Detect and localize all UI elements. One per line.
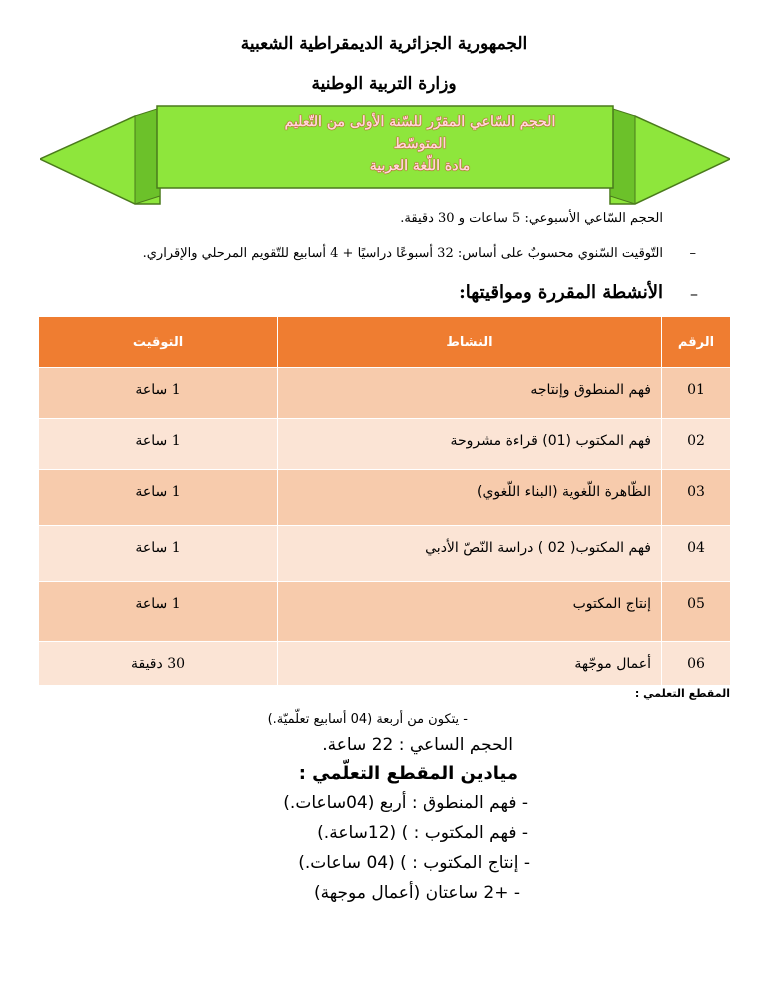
republic-title: الجمهورية الجزائرية الديمقراطية الشعبية: [240, 34, 528, 54]
activities-table: [38, 316, 731, 686]
row-activity: الظّاهرة اللّغوية (البناء اللّغوي): [477, 484, 651, 500]
annual-dash: –: [689, 246, 696, 261]
table-row: [39, 470, 731, 526]
row-number: 04: [687, 540, 705, 556]
banner-line-2: المتوسّط: [393, 136, 447, 152]
segment-weeks: - يتكون من أربعة (04 أسابيع تعلّميّة.): [267, 712, 468, 727]
row-activity: أعمال موجّهة: [574, 656, 651, 672]
col-header-number: الرقم: [662, 317, 731, 368]
row-number: 03: [687, 484, 705, 500]
row-activity: إنتاج المكتوب: [572, 596, 651, 612]
row-number: 02: [687, 433, 705, 449]
banner-line-3: مادة اللّغة العربية: [369, 158, 471, 174]
row-activity: فهم المكتوب( 02 ) دراسة النّصّ الأدبي: [425, 540, 651, 556]
row-time: 1 ساعة: [135, 596, 181, 612]
ministry-title: وزارة التربية الوطنية: [311, 74, 457, 94]
row-activity: فهم المنطوق وإنتاجه: [530, 382, 651, 398]
segment-item: - إنتاج المكتوب : ) (04 ساعات.): [298, 853, 530, 873]
table-row: [39, 526, 731, 582]
activities-dash: –: [690, 284, 698, 303]
banner-line-1: الحجم السّاعي المقرّر للسّنة الأولى من التّعليم: [284, 114, 556, 130]
col-header-activity: النشاط: [278, 317, 662, 368]
table-row: [39, 642, 731, 686]
table-row: [39, 368, 731, 419]
row-number: 01: [687, 382, 705, 398]
row-time: 1 ساعة: [135, 433, 181, 449]
segment-item: - فهم المنطوق : أربع (04ساعات.): [283, 793, 528, 813]
table-header-row: [39, 317, 731, 368]
table-row: [39, 582, 731, 642]
weekly-hours-text: الحجم السّاعي الأسبوعي: 5 ساعات و 30 دقيقة.: [400, 211, 663, 226]
row-time: 1 ساعة: [135, 484, 181, 500]
segment-item: - فهم المكتوب : ) (12ساعة.): [317, 823, 528, 843]
row-time: 30 دقيقة: [130, 656, 186, 672]
row-number: 06: [687, 656, 705, 672]
segment-hours: الحجم الساعي : 22 ساعة.: [322, 735, 513, 755]
title-banner: [40, 104, 730, 212]
annual-schedule-text: التّوقيت السّنوي محسوبٌ على أساس: 32 أسبوعًا دراسيًا + 4 أسابيع للتّقويم المرحلي والإقراري.: [142, 246, 663, 261]
table-row: [39, 419, 731, 470]
row-activity: فهم المكتوب (01) قراءة مشروحة: [450, 433, 651, 449]
activities-title: الأنشطة المقررة ومواقيتها:: [459, 282, 663, 303]
row-time: 1 ساعة: [135, 382, 181, 398]
segment-item: - +2 ساعتان (أعمال موجهة): [313, 883, 520, 903]
segment-domains-title: ميادين المقطع التعلّمي :: [298, 763, 518, 784]
row-time: 1 ساعة: [135, 540, 181, 556]
segment-title: المقطع التعلمي :: [634, 687, 730, 700]
col-header-time: التوقيت: [39, 317, 278, 368]
row-number: 05: [687, 596, 705, 612]
